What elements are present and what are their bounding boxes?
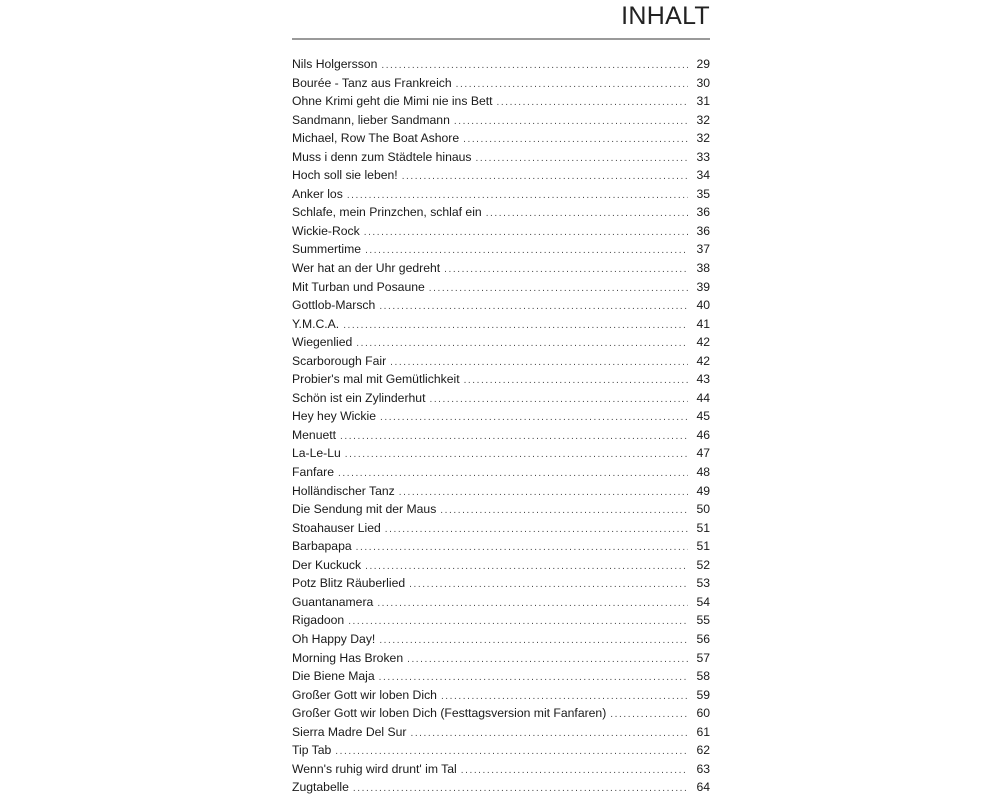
toc-entry[interactable] <box>292 500 710 519</box>
toc-dot-leader <box>410 725 688 742</box>
toc-entry-page-number: 63 <box>696 761 710 776</box>
toc-entry[interactable] <box>292 444 710 463</box>
toc-page <box>292 0 710 800</box>
toc-entry-page-number: 59 <box>696 687 710 702</box>
toc-entry-title: Wiegenlied <box>292 335 353 350</box>
toc-entry[interactable] <box>292 760 710 779</box>
toc-entry[interactable] <box>292 611 710 630</box>
toc-entry-page-number: 37 <box>696 242 710 257</box>
toc-dot-leader <box>338 465 688 482</box>
toc-entry-page-number: 58 <box>696 669 710 684</box>
toc-entry-title: Stoahauser Lied <box>292 520 381 535</box>
toc-dot-leader <box>365 242 688 259</box>
toc-entry-title: Der Kuckuck <box>292 557 362 572</box>
toc-entry-page-number: 44 <box>696 390 710 405</box>
toc-entry-title: La-Le-Lu <box>292 446 341 461</box>
toc-entry[interactable] <box>292 240 710 259</box>
toc-dot-leader <box>463 131 688 148</box>
toc-entry[interactable] <box>292 519 710 538</box>
toc-dot-leader <box>441 688 688 705</box>
toc-entry-page-number: 55 <box>696 613 710 628</box>
toc-dot-leader <box>380 409 688 426</box>
toc-entry[interactable] <box>292 55 710 74</box>
toc-dot-leader <box>390 354 688 371</box>
toc-entry-title: Großer Gott wir loben Dich (Festtagsversion mit Fanfaren) <box>292 706 607 721</box>
toc-entry-page-number: 30 <box>696 75 710 90</box>
toc-entry[interactable] <box>292 630 710 649</box>
toc-entry-title: Rigadoon <box>292 613 345 628</box>
toc-entry-title: Wenn's ruhig wird drunt' im Tal <box>292 761 457 776</box>
toc-entry-title: Gottlob-Marsch <box>292 298 376 313</box>
toc-entry-title: Holländischer Tanz <box>292 483 395 498</box>
toc-entry-page-number: 64 <box>696 780 710 795</box>
toc-entry[interactable] <box>292 92 710 111</box>
toc-entry-page-number: 33 <box>696 149 710 164</box>
toc-entry[interactable] <box>292 185 710 204</box>
toc-dot-leader <box>379 669 688 686</box>
toc-entry-title: Sierra Madre Del Sur <box>292 724 407 739</box>
toc-entry-title: Summertime <box>292 242 362 257</box>
toc-dot-leader <box>356 335 688 352</box>
toc-entry-title: Oh Happy Day! <box>292 631 376 646</box>
toc-dot-leader <box>497 94 689 111</box>
toc-dot-leader <box>335 743 688 760</box>
toc-entry-title: Wickie-Rock <box>292 223 360 238</box>
toc-entry-page-number: 53 <box>696 576 710 591</box>
toc-dot-leader <box>409 576 688 593</box>
toc-list <box>292 55 710 797</box>
toc-entry-page-number: 32 <box>696 131 710 146</box>
toc-entry-title: Schlafe, mein Prinzchen, schlaf ein <box>292 205 482 220</box>
toc-entry[interactable] <box>292 704 710 723</box>
toc-dot-leader <box>356 539 688 556</box>
toc-entry[interactable] <box>292 741 710 760</box>
toc-entry-title: Nils Holgersson <box>292 57 378 71</box>
toc-entry-title: Probier's mal mit Gemütlichkeit <box>292 372 460 387</box>
toc-dot-leader <box>343 317 688 334</box>
toc-dot-leader <box>476 150 688 167</box>
toc-entry-page-number: 46 <box>696 427 710 442</box>
toc-entry-page-number: 51 <box>696 539 710 554</box>
toc-dot-leader <box>379 298 688 315</box>
toc-dot-leader <box>377 595 688 612</box>
toc-entry[interactable] <box>292 389 710 408</box>
toc-dot-leader <box>444 261 688 278</box>
toc-entry-page-number: 57 <box>696 650 710 665</box>
toc-dot-leader <box>379 632 688 649</box>
toc-dot-leader <box>461 762 688 779</box>
toc-entry-title: Hoch soll sie leben! <box>292 168 398 183</box>
toc-entry[interactable] <box>292 667 710 686</box>
toc-entry-title: Ohne Krimi geht die Mimi nie ins Bett <box>292 94 493 109</box>
toc-entry[interactable] <box>292 723 710 742</box>
toc-dot-leader <box>381 57 688 74</box>
toc-entry-title: Die Sendung mit der Maus <box>292 502 437 517</box>
toc-dot-leader <box>440 502 688 519</box>
toc-dot-leader <box>407 651 688 668</box>
toc-entry-page-number: 48 <box>696 465 710 480</box>
toc-entry-page-number: 42 <box>696 335 710 350</box>
toc-entry[interactable] <box>292 203 710 222</box>
toc-entry[interactable] <box>292 426 710 445</box>
toc-entry[interactable] <box>292 129 710 148</box>
toc-entry-title: Die Biene Maja <box>292 669 375 684</box>
toc-entry-title: Barbapapa <box>292 539 352 554</box>
toc-entry-page-number: 50 <box>696 502 710 517</box>
toc-entry-title: Hey hey Wickie <box>292 409 376 424</box>
toc-entry-page-number: 39 <box>696 279 710 294</box>
toc-entry-page-number: 29 <box>696 57 710 71</box>
toc-dot-leader <box>365 558 688 575</box>
toc-entry-page-number: 51 <box>696 520 710 535</box>
toc-dot-leader <box>348 613 688 630</box>
toc-dot-leader <box>345 446 688 463</box>
toc-dot-leader <box>340 428 688 445</box>
toc-entry-page-number: 62 <box>696 743 710 758</box>
toc-entry-page-number: 34 <box>696 168 710 183</box>
toc-entry-page-number: 32 <box>696 112 710 127</box>
toc-entry-title: Mit Turban und Posaune <box>292 279 425 294</box>
toc-entry[interactable] <box>292 259 710 278</box>
toc-entry-title: Fanfare <box>292 465 335 480</box>
toc-entry[interactable] <box>292 333 710 352</box>
toc-entry-page-number: 47 <box>696 446 710 461</box>
toc-entry-title: Potz Blitz Räuberlied <box>292 576 406 591</box>
toc-dot-leader <box>486 205 688 222</box>
toc-dot-leader <box>347 187 688 204</box>
toc-entry-page-number: 49 <box>696 483 710 498</box>
toc-dot-leader <box>610 706 688 723</box>
toc-entry[interactable] <box>292 482 710 501</box>
toc-entry-page-number: 43 <box>696 372 710 387</box>
toc-entry-page-number: 61 <box>696 724 710 739</box>
toc-entry-title: Y.M.C.A. <box>292 316 340 331</box>
toc-entry[interactable] <box>292 111 710 130</box>
toc-entry-page-number: 36 <box>696 223 710 238</box>
toc-dot-leader <box>429 280 688 297</box>
toc-dot-leader <box>364 224 688 241</box>
toc-entry-title: Wer hat an der Uhr gedreht <box>292 261 441 276</box>
toc-entry-page-number: 40 <box>696 298 710 313</box>
toc-dot-leader <box>454 113 688 130</box>
toc-entry-page-number: 56 <box>696 631 710 646</box>
toc-entry[interactable] <box>292 537 710 556</box>
toc-entry-page-number: 45 <box>696 409 710 424</box>
toc-entry-page-number: 54 <box>696 594 710 609</box>
toc-entry[interactable] <box>292 370 710 389</box>
toc-entry-title: Menuett <box>292 427 337 442</box>
toc-entry-title: Scarborough Fair <box>292 353 387 368</box>
toc-entry[interactable] <box>292 278 710 297</box>
toc-entry[interactable] <box>292 686 710 705</box>
toc-entry-title: Guantanamera <box>292 594 374 609</box>
toc-entry[interactable] <box>292 315 710 334</box>
toc-entry[interactable] <box>292 296 710 315</box>
toc-entry-page-number: 41 <box>696 316 710 331</box>
toc-entry[interactable] <box>292 463 710 482</box>
toc-dot-leader <box>402 168 688 185</box>
toc-entry[interactable] <box>292 407 710 426</box>
toc-dot-leader <box>464 372 688 389</box>
toc-entry-page-number: 31 <box>696 94 710 109</box>
toc-entry-title: Morning Has Broken <box>292 650 404 665</box>
toc-entry[interactable] <box>292 556 710 575</box>
toc-entry-title: Schön ist ein Zylinderhut <box>292 390 426 405</box>
toc-entry-page-number: 42 <box>696 353 710 368</box>
toc-dot-leader <box>353 780 688 797</box>
toc-entry-title: Tip Tab <box>292 743 332 758</box>
toc-entry-page-number: 60 <box>696 706 710 721</box>
toc-entry-page-number: 35 <box>696 186 710 201</box>
toc-entry[interactable] <box>292 778 710 797</box>
toc-entry-page-number: 52 <box>696 557 710 572</box>
toc-entry[interactable] <box>292 166 710 185</box>
toc-entry[interactable] <box>292 593 710 612</box>
toc-entry[interactable] <box>292 74 710 93</box>
toc-entry-title: Zugtabelle <box>292 780 349 795</box>
toc-dot-leader <box>399 484 688 501</box>
toc-entry[interactable] <box>292 574 710 593</box>
toc-entry[interactable] <box>292 352 710 371</box>
toc-entry-title: Bourée - Tanz aus Frankreich <box>292 75 452 90</box>
toc-dot-leader <box>429 391 688 408</box>
toc-entry[interactable] <box>292 222 710 241</box>
toc-dot-leader <box>385 521 688 538</box>
toc-entry-page-number: 36 <box>696 205 710 220</box>
toc-entry-title: Sandmann, lieber Sandmann <box>292 112 450 127</box>
toc-entry-title: Anker los <box>292 186 343 201</box>
toc-entry[interactable] <box>292 649 710 668</box>
toc-entry-title: Muss i denn zum Städtele hinaus <box>292 149 472 164</box>
toc-entry-title: Michael, Row The Boat Ashore <box>292 131 460 146</box>
toc-entry[interactable] <box>292 148 710 167</box>
toc-dot-leader <box>456 76 688 93</box>
toc-entry-title: Großer Gott wir loben Dich <box>292 687 437 702</box>
page-title: INHALT <box>621 2 710 30</box>
toc-entry-page-number: 38 <box>696 261 710 276</box>
toc-header <box>292 0 710 40</box>
